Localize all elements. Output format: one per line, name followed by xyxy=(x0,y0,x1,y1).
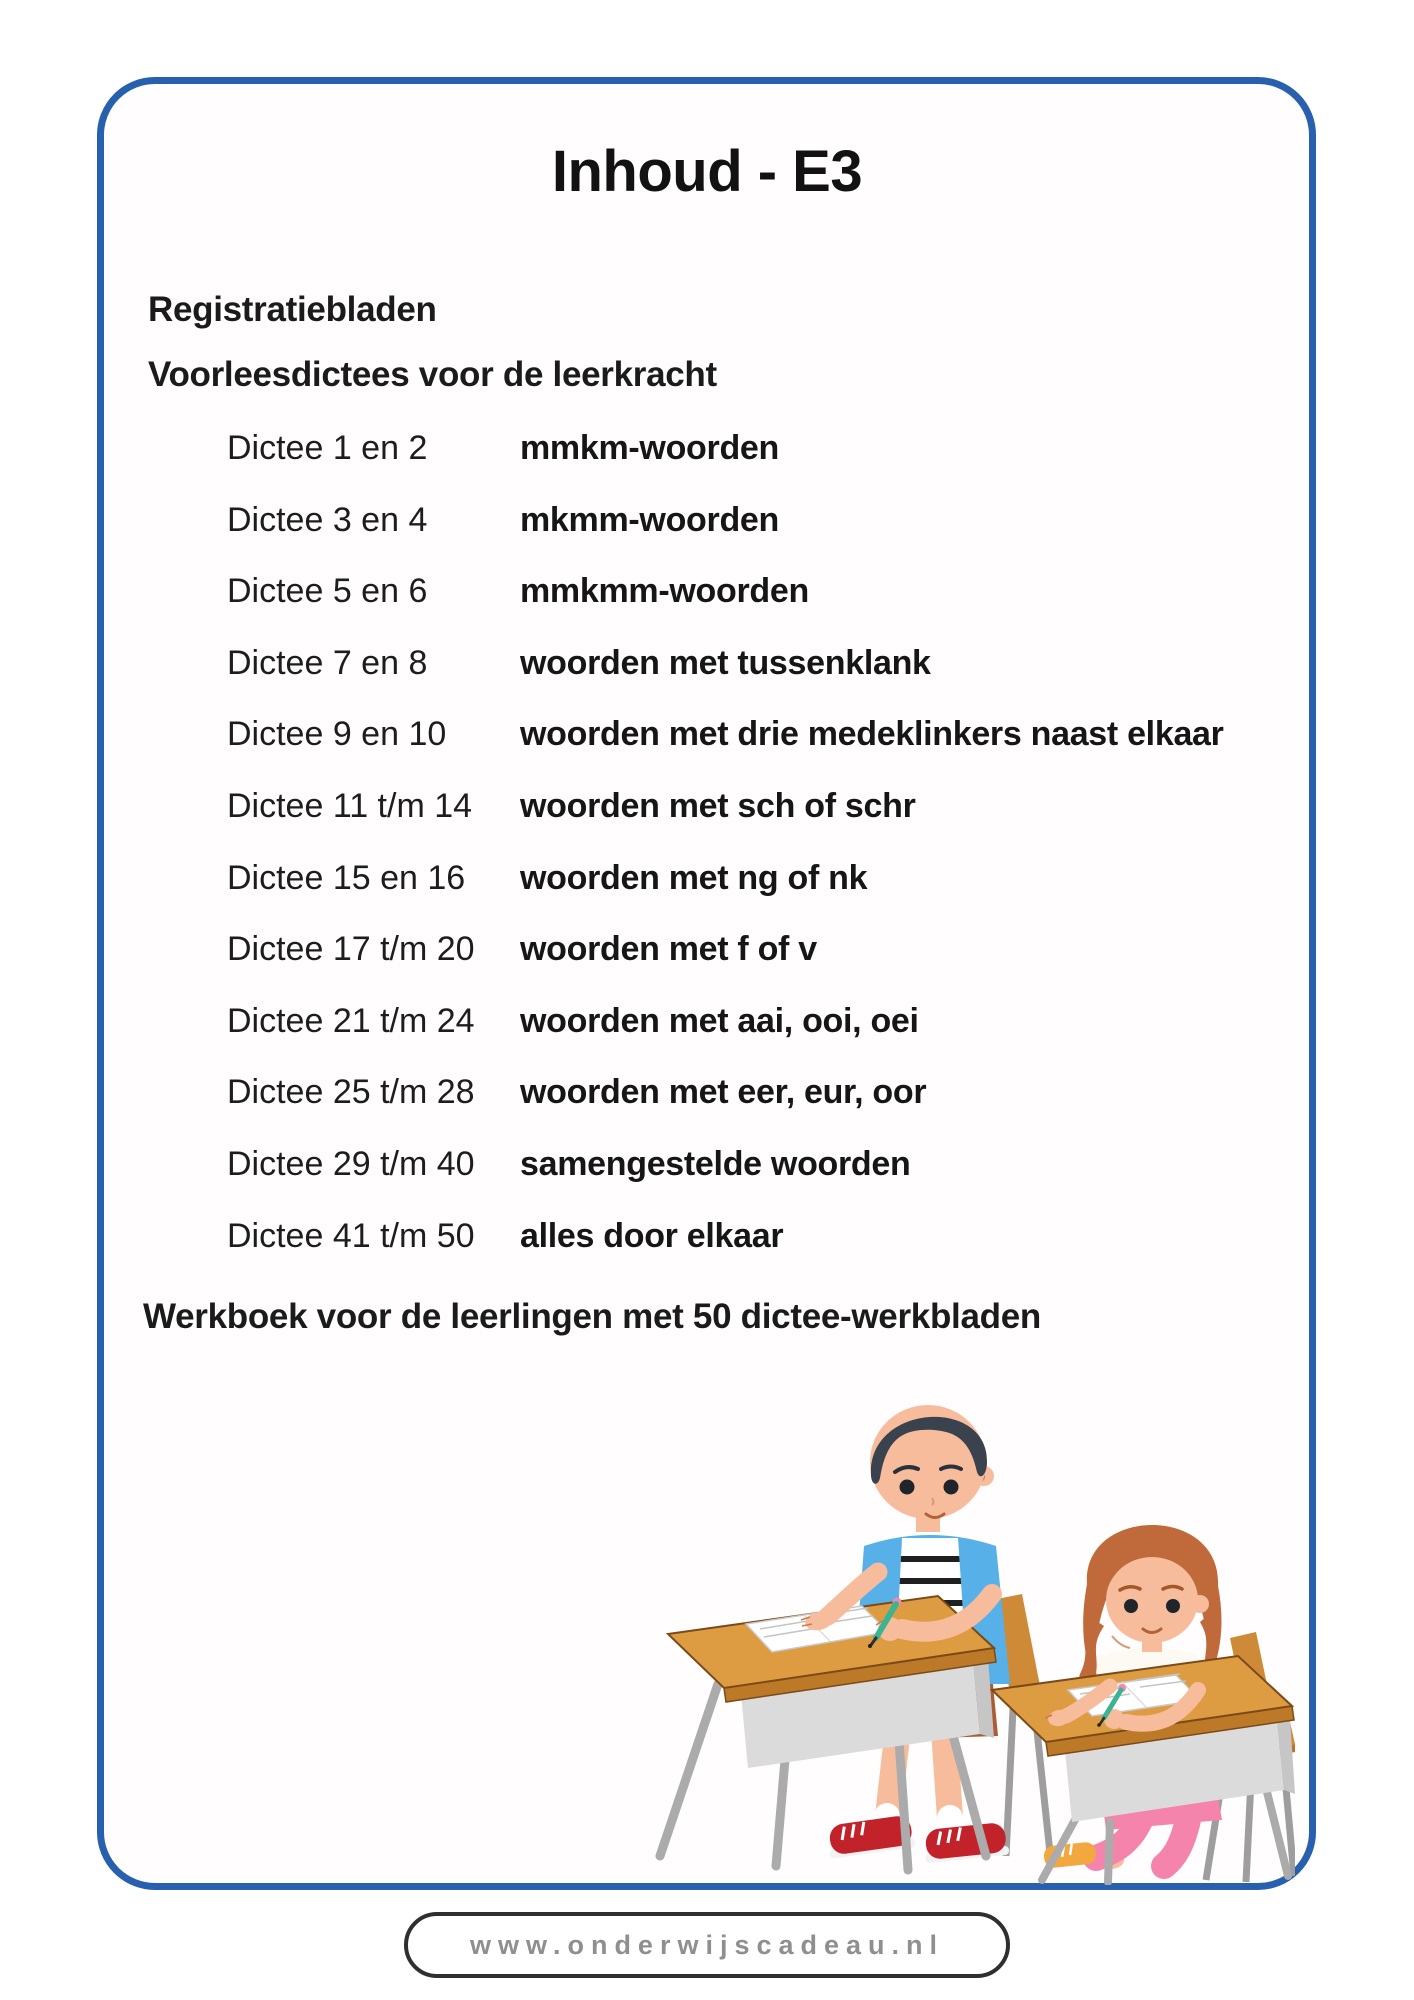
list-item xyxy=(0,643,1414,715)
list-item xyxy=(0,1216,1414,1288)
dictee-topic: mkmm-woorden xyxy=(520,500,779,539)
dictee-topic: woorden met drie medeklinkers naast elkaar xyxy=(520,715,1224,754)
website-url: www.onderwijscadeau.nl xyxy=(469,1929,945,1960)
list-item xyxy=(0,1144,1414,1216)
list-item xyxy=(0,858,1414,930)
dictee-topic: woorden met f of v xyxy=(520,930,817,969)
section-heading-voorleesdictees: Voorleesdictees voor de leerkracht xyxy=(148,355,717,394)
dictee-range: Dictee 3 en 4 xyxy=(227,500,428,539)
dictee-topic: woorden met sch of schr xyxy=(520,786,916,825)
dictee-range: Dictee 9 en 10 xyxy=(227,715,447,754)
dictee-topic: mmkm-woorden xyxy=(520,429,779,467)
dictee-range: Dictee 15 en 16 xyxy=(227,858,466,897)
closing-line: Werkboek voor de leerlingen met 50 dictee-werkbladen xyxy=(143,1297,1041,1336)
dictee-topic: mmkmm-woorden xyxy=(520,572,809,611)
dictee-range: Dictee 17 t/m 20 xyxy=(227,930,475,969)
dictee-range: Dictee 41 t/m 50 xyxy=(227,1216,475,1255)
dictee-topic: woorden met tussenklank xyxy=(520,643,931,682)
page-title: Inhoud - E3 xyxy=(551,139,863,204)
list-item xyxy=(0,929,1414,1001)
dictee-topic: alles door elkaar xyxy=(520,1216,784,1255)
footer-pill xyxy=(404,1912,1010,1978)
dictee-topic: woorden met ng of nk xyxy=(520,858,868,897)
list-item xyxy=(0,500,1414,572)
list-item xyxy=(0,1072,1414,1144)
section-heading-registratiebladen: Registratiebladen xyxy=(148,290,437,329)
dictee-range: Dictee 29 t/m 40 xyxy=(227,1144,475,1183)
list-item xyxy=(0,571,1414,643)
dictee-range: Dictee 21 t/m 24 xyxy=(227,1001,475,1040)
list-item xyxy=(0,428,1414,500)
dictee-range: Dictee 11 t/m 14 xyxy=(227,786,473,825)
dictee-list xyxy=(0,428,1414,1287)
list-item xyxy=(0,1001,1414,1073)
dictee-topic: samengestelde woorden xyxy=(520,1144,911,1183)
dictee-topic: woorden met aai, ooi, oei xyxy=(520,1001,919,1040)
list-item xyxy=(0,786,1414,858)
dictee-topic: woorden met eer, eur, oor xyxy=(520,1073,927,1112)
dictee-range: Dictee 7 en 8 xyxy=(227,643,428,682)
dictee-range: Dictee 25 t/m 28 xyxy=(227,1073,475,1112)
list-item xyxy=(0,714,1414,786)
dictee-range: Dictee 5 en 6 xyxy=(227,572,428,611)
dictee-range: Dictee 1 en 2 xyxy=(227,429,428,467)
children-writing-illustration xyxy=(640,1388,1295,1885)
